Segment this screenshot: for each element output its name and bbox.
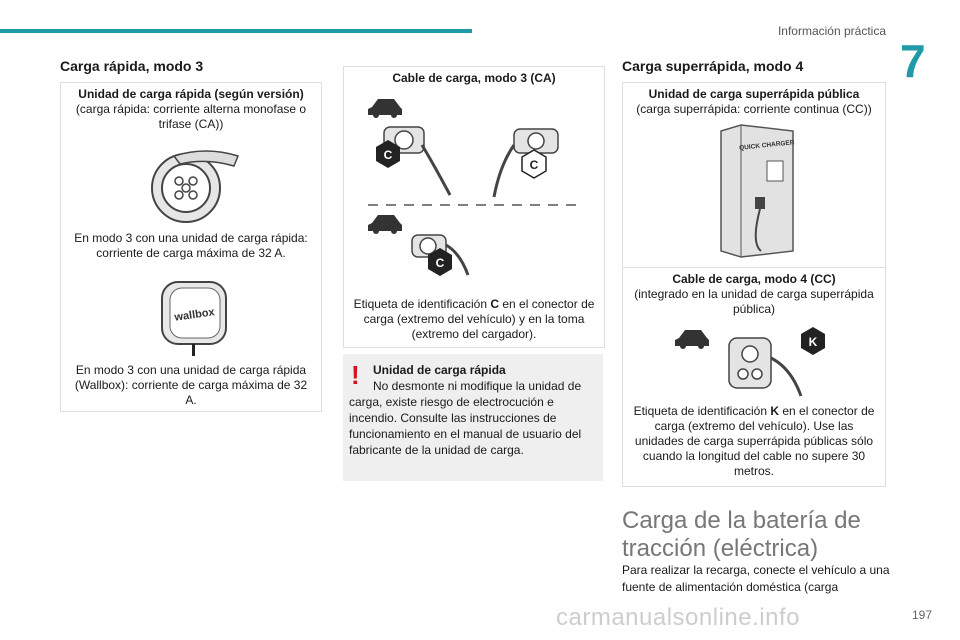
charging-socket-illustration <box>146 148 246 226</box>
warning-title: Unidad de carga rápida <box>373 363 506 377</box>
wallbox-brand: wallbox <box>173 306 216 324</box>
cable-mode3-box <box>343 66 605 348</box>
watermark: carmanualsonline.info <box>556 604 800 631</box>
fast-charge-sub: (carga rápida: corriente alterna monofase o trifase (CA)) <box>75 102 307 131</box>
cable-mode4-sub: (integrado en la unidad de carga superrápida pública) <box>634 287 874 316</box>
cable-c-caption: Etiqueta de identificación C en el conector de carga (extremo del vehículo) y en la toma (extremo del cargador). <box>353 297 595 341</box>
cable-k-caption: Etiqueta de identificación K en el conector de carga (extremo del vehículo). Use las unidades de carga superrápida públicas sólo cuando la longitud del cable no supere 30 metros. <box>633 404 875 478</box>
fast-charge-caption: En modo 3 con una unidad de carga rápida: corriente de carga máxima de 32 A. <box>74 231 308 260</box>
cable-mode4-box <box>622 267 886 487</box>
label-c-3: C <box>435 256 445 270</box>
fast-charge-heading: Unidad de carga rápida (según versión) <box>78 87 304 101</box>
battery-charging-heading: Carga de la batería de tracción (eléctrica) <box>622 507 861 562</box>
car-icon <box>368 99 402 118</box>
col1-title: Carga rápida, modo 3 <box>60 58 204 74</box>
label-c-2: C <box>529 158 539 172</box>
header-accent-bar <box>0 29 472 33</box>
page-number: 197 <box>912 608 933 622</box>
quick-charger-brand: QUICK CHARGER <box>738 139 795 152</box>
wallbox-caption: En modo 3 con una unidad de carga rápida (Wallbox): corriente de carga máxima de 32 A. <box>74 363 308 407</box>
warning-text <box>349 362 601 458</box>
car-icon <box>368 215 402 234</box>
col3-title: Carga superrápida, modo 4 <box>622 58 804 74</box>
section-title: Información práctica <box>777 24 886 38</box>
cable-mode4-heading: Cable de carga, modo 4 (CC) <box>672 272 836 286</box>
label-k: K <box>808 335 818 349</box>
warning-icon: ! <box>351 360 360 390</box>
warning-body: No desmonte ni modifique la unidad de carga, existe riesgo de electrocución e incendio. Consulte las instrucciones de funcionamiento en el manual de usuario del fabricante de la unidad de carga. <box>349 379 582 457</box>
separator-dashed <box>368 203 584 207</box>
cable-c-illustration <box>364 95 586 215</box>
wallbox-illustration <box>156 278 236 358</box>
car-icon <box>675 330 709 349</box>
battery-charging-paragraph: Para realizar la recarga, conecte el vehículo a una fuente de alimentación doméstica (carga <box>622 563 890 594</box>
warning-box <box>343 354 603 481</box>
quick-charger-illustration <box>715 123 799 263</box>
public-charger-sub: (carga superrápida: corriente continua (CC)) <box>636 102 872 116</box>
label-c-1: C <box>383 148 393 162</box>
public-charger-heading: Unidad de carga superrápida pública <box>648 87 860 101</box>
cable-c-vehicle-end-illustration <box>364 215 484 281</box>
fast-charge-box <box>60 82 322 412</box>
cable-mode3-heading: Cable de carga, modo 3 (CA) <box>392 71 556 85</box>
cable-k-illustration <box>671 328 861 400</box>
public-charger-box <box>622 82 886 268</box>
chapter-number: 7 <box>900 35 926 87</box>
